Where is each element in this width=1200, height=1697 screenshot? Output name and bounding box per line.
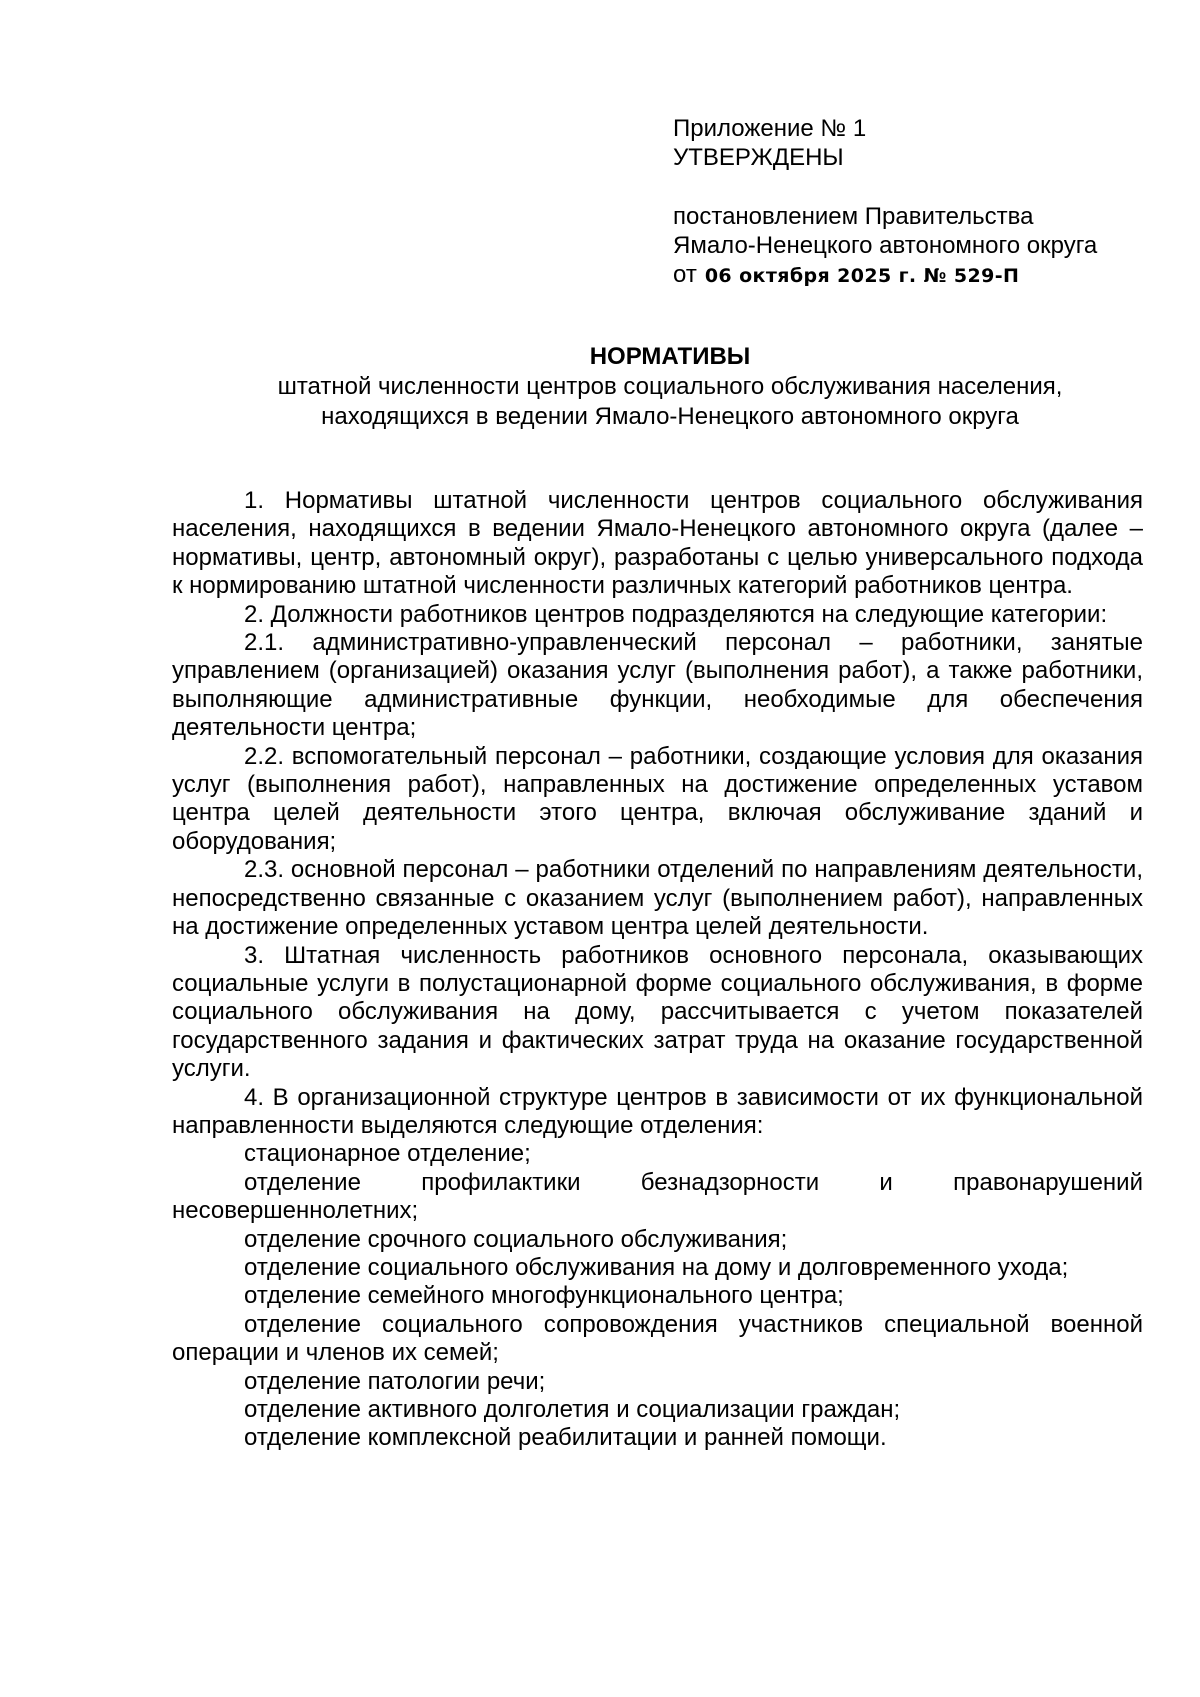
date-prefix: от <box>673 261 697 288</box>
document-subtitle-line-1: штатной численности центров социального обслуживания населения, <box>277 373 1063 400</box>
spacer <box>673 172 1097 202</box>
appendix-number: Приложение № 1 <box>673 115 867 142</box>
paragraph-3: 3. Штатная численность работников основного персонала, оказывающих социальные услуги в полустационарной форме социального обслуживания, в форме социального обслуживания на дому, рассчитывается с учетом показателей государственного задания и фактических затрат труда на оказание государственной услуги. <box>172 941 1143 1083</box>
department-item: стационарное отделение; <box>244 1140 531 1168</box>
approval-block <box>673 114 1097 291</box>
decree-line-2: Ямало-Ненецкого автономного округа <box>673 232 1098 259</box>
department-item: отделение социального сопровождения участников специальной военной операции и членов их семей; <box>172 1310 1143 1367</box>
decree-line-1: постановлением Правительства <box>673 203 1034 230</box>
paragraph-4: 4. В организационной структуре центров в зависимости от их функциональной направленности выделяются следующие отделения: <box>172 1083 1143 1139</box>
department-item: отделение семейного многофункционального центра; <box>244 1282 844 1310</box>
department-item: отделение профилактики безнадзорности и правонарушений несовершеннолетних; <box>172 1168 1143 1225</box>
document-subtitle-line-2: находящихся в ведении Ямало-Ненецкого автономного округа <box>321 403 1019 430</box>
department-item: отделение срочного социального обслуживания; <box>244 1225 788 1253</box>
document-title: НОРМАТИВЫ <box>589 343 751 370</box>
paragraph-2-3: 2.3. основной персонал – работники отделений по направлениям деятельности, непосредственно связанные с оказанием услуг (выполнением работ), направленных на достижение определенных уставом центра целей деятельности. <box>172 856 1143 941</box>
paragraph-1: 1. Нормативы штатной численности центров социального обслуживания населения, находящихся в ведении Ямало-Ненецкого автономного округа (далее – нормативы, центр, автономный округ), разработаны с целью универсального подхода к нормированию штатной численности различных категорий работников центра. <box>172 487 1143 600</box>
decree-date-line <box>673 260 1097 291</box>
paragraph-2-2: 2.2. вспомогательный персонал – работники, создающие условия для оказания услуг (выполнения работ), направленных на достижение определенных уставом центра целей деятельности этого центра, включая обслуживание зданий и оборудования; <box>172 742 1143 855</box>
approved-label: УТВЕРЖДЕНЫ <box>673 144 844 171</box>
decree-date: 06 октября 2025 г. № 529-П <box>704 265 1020 287</box>
document-body <box>172 487 1143 1453</box>
department-item: отделение социального обслуживания на дому и долговременного ухода; <box>244 1253 1069 1281</box>
department-item: отделение комплексной реабилитации и ранней помощи. <box>244 1424 887 1452</box>
department-item: отделение активного долголетия и социализации граждан; <box>244 1396 901 1423</box>
paragraph-2: 2. Должности работников центров подразделяются на следующие категории: <box>244 600 1108 628</box>
document-title-block <box>170 342 1170 432</box>
department-item: отделение патологии речи; <box>244 1367 546 1395</box>
paragraph-2-1: 2.1. административно-управленческий персонал – работники, занятые управлением (организацией) оказания услуг (выполнения работ), а также работники, выполняющие административные функции, необходимые для обеспечения деятельности центра; <box>172 629 1143 742</box>
